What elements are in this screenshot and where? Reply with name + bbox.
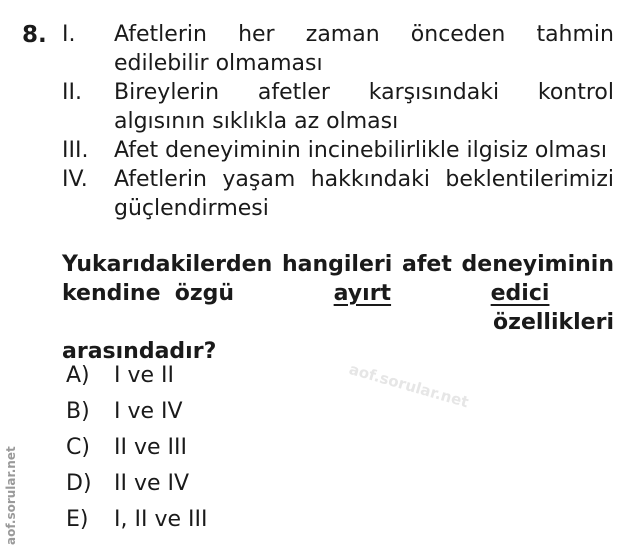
statement-text: [114, 78, 614, 136]
underlined-word: edici: [490, 281, 550, 306]
question-number: 8.: [22, 22, 47, 48]
option-text: II ve III: [114, 435, 187, 460]
option-letter: E): [66, 507, 89, 532]
option-letter: B): [66, 399, 90, 424]
statement-roman: III.: [62, 138, 89, 163]
answer-option-b[interactable]: [66, 394, 207, 430]
statement-text: [114, 20, 614, 78]
option-text: I ve II: [114, 363, 175, 388]
prompt-line: [62, 279, 614, 337]
option-letter: C): [66, 435, 90, 460]
option-letter: D): [66, 471, 92, 496]
statement-text: [114, 165, 614, 223]
prompt-text: kendine özgü: [62, 281, 235, 306]
option-letter: A): [66, 363, 90, 388]
question-prompt: [62, 250, 614, 366]
statement-line: Bireylerin afetler karşısındaki kontrol: [114, 80, 614, 105]
option-text: II ve IV: [114, 471, 190, 496]
statement-line: algısının sıklıkla az olması: [114, 109, 399, 134]
option-text: I, II ve III: [114, 507, 208, 532]
option-text: I ve IV: [114, 399, 183, 424]
statement-line: Afet deneyiminin incinebilirlikle ilgisiz olması: [114, 138, 607, 163]
statement-item: [62, 136, 614, 165]
statement-line: Afetlerin yaşam hakkındaki beklentilerimizi: [114, 167, 614, 192]
statement-list: [62, 20, 614, 223]
statement-roman: I.: [62, 22, 76, 47]
prompt-text: özellikleri: [493, 310, 614, 335]
watermark-center: aof.sorular.net: [347, 360, 471, 412]
statement-line: edilebilir olmaması: [114, 51, 323, 76]
statement-roman: II.: [62, 80, 82, 105]
statement-line: Afetlerin her zaman önceden tahmin: [114, 22, 614, 47]
prompt-line: arasındadır?: [62, 339, 217, 364]
answer-option-d[interactable]: [66, 466, 207, 502]
watermark-side: aof.sorular.net: [4, 446, 18, 545]
answer-option-e[interactable]: [66, 502, 207, 538]
statement-roman: IV.: [62, 167, 88, 192]
statement-text: [114, 136, 614, 165]
statement-line: güçlendirmesi: [114, 196, 269, 221]
statement-item: [62, 165, 614, 223]
prompt-line: Yukarıdakilerden hangileri afet deneyiminin: [62, 252, 614, 277]
statement-item: [62, 20, 614, 78]
answer-options: [66, 358, 207, 538]
answer-option-a[interactable]: [66, 358, 207, 394]
answer-option-c[interactable]: [66, 430, 207, 466]
underlined-word: ayırt: [333, 281, 392, 306]
statement-item: [62, 78, 614, 136]
